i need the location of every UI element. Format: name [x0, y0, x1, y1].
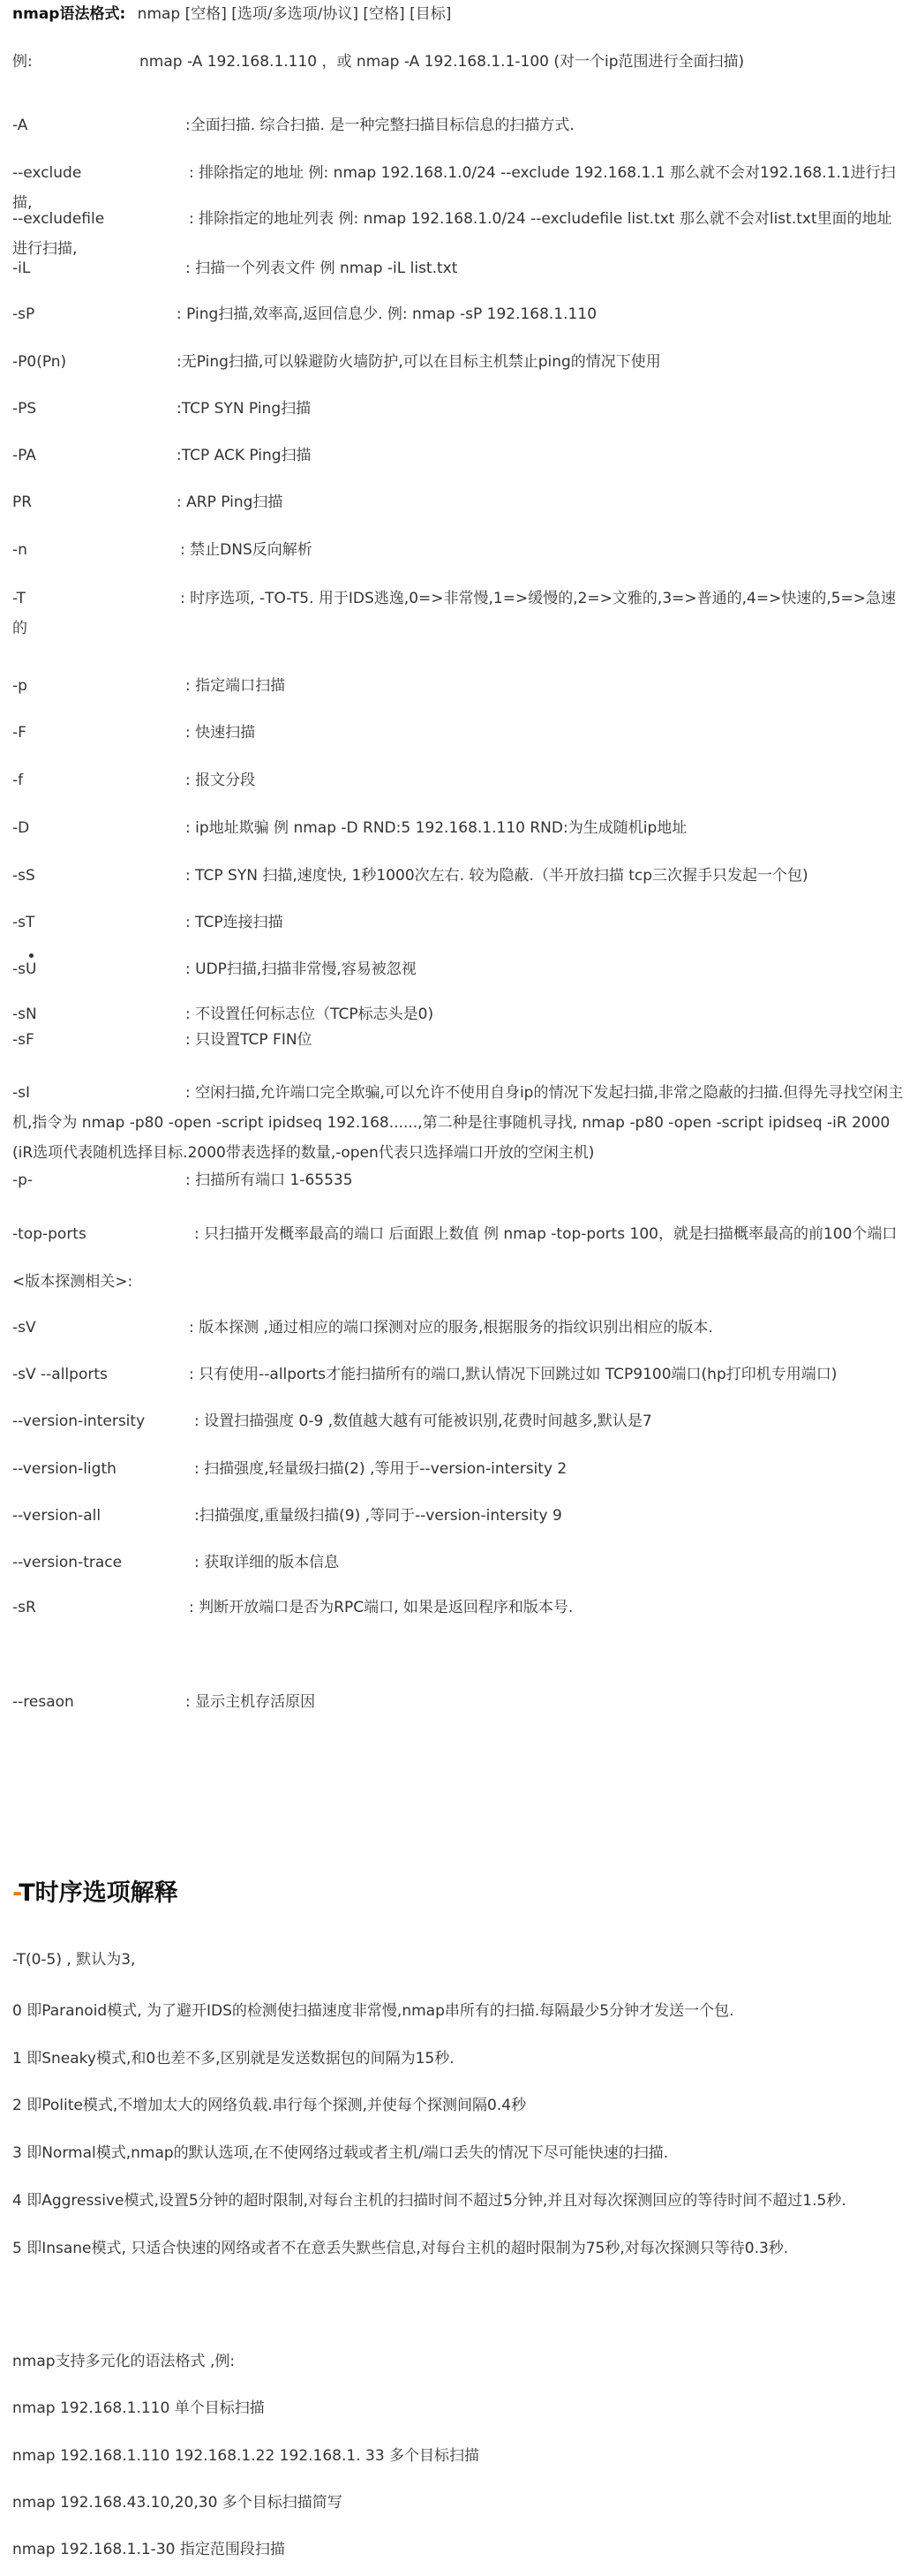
option-row — [12, 1006, 434, 1023]
option-description: : 显示主机存活原因 — [185, 1693, 316, 1711]
timing-line: 4 即Aggressive模式,设置5分钟的超时限制,对每台主机的扫描时间不超过5分钟,并且对每次探测回应的等待时间不超过1.5秒. — [12, 2192, 846, 2210]
option-flag: -sS — [12, 867, 35, 885]
option-flag: -p- — [12, 1171, 34, 1189]
option-flag: -n — [12, 541, 27, 559]
option-row — [12, 1031, 312, 1049]
option-flag: -sR — [12, 1599, 36, 1616]
option-description: : 只扫描开发概率最高的端口 后面跟上数值 例 nmap -top-ports 100，就是扫描概率最高的前100个端口 — [194, 1225, 898, 1243]
option-row — [12, 305, 598, 323]
option-flag: -PA — [12, 447, 36, 464]
option-flag: -f — [12, 772, 24, 789]
option-description: : 判断开放端口是否为RPC端口, 如果是返回程序和版本号. — [189, 1599, 574, 1616]
heading-dash: - — [12, 1879, 19, 1907]
option-row — [12, 1507, 562, 1525]
option-description: : 禁止DNS反向解析 — [180, 541, 312, 559]
option-flag: -A — [12, 117, 28, 134]
timing-line: 5 即Insane模式, 只适合快速的网络或者不在意丢失默些信息,对每台主机的超时限制为75秒,对每次探测只等待0.3秒. — [12, 2240, 789, 2257]
option-row — [12, 447, 312, 464]
option-description: :无Ping扫描,可以躲避防火墙防护,可以在目标主机禁止ping的情况下使用 — [177, 353, 661, 371]
option-row — [12, 772, 256, 789]
option-row — [12, 400, 312, 418]
option-flag: -sN — [12, 1006, 37, 1023]
syntax-format: nmap [空格] [选项/多选项/协议] [空格] [目标] — [137, 5, 452, 23]
option-row — [12, 1693, 316, 1711]
option-description: : 快速扫描 — [185, 724, 256, 742]
option-flag: -sV --allports — [12, 1366, 108, 1383]
option-flag: --version-all — [12, 1507, 101, 1525]
option-flag: -iL — [12, 260, 31, 277]
option-description: : 不设置任何标志位（TCP标志头是0) — [185, 1006, 434, 1023]
option-description: : 指定端口扫描 — [185, 677, 286, 695]
syntax-label: nmap语法格式: — [12, 5, 126, 23]
option-row — [12, 1554, 340, 1571]
option-row — [12, 819, 688, 837]
option-row — [12, 1171, 353, 1189]
option-flag: -sF — [12, 1031, 34, 1049]
option-row — [12, 677, 286, 695]
option-description: : 设置扫描强度 0-9 ,数值越大越有可能被识别,花费时间越多,默认是7 — [194, 1412, 652, 1430]
option-flag: -D — [12, 819, 30, 837]
option-flag: -p — [12, 677, 27, 695]
target-example-line: nmap 192.168.1.1-30 指定范围段扫描 — [12, 2541, 285, 2558]
example-text: nmap -A 192.168.1.110 ，或 nmap -A 192.168.1.1-100 (对一个ip范围进行全面扫描) — [139, 53, 745, 71]
option-description: : 版本探测 ,通过相应的端口探测对应的服务,根据服务的指纹识别出相应的版本. — [189, 1319, 713, 1337]
option-row — [12, 1225, 898, 1243]
option-description: : 排除指定的地址列表 例: nmap 192.168.1.0/24 --excludefile list.txt 那么就不会对list.txt里面的地址进行扫描, — [12, 210, 892, 258]
option-row — [12, 590, 897, 637]
option-row — [12, 1599, 574, 1616]
option-row — [12, 1366, 838, 1383]
option-flag: <版本探测相关>: — [12, 1273, 133, 1291]
timing-line: 0 即Paranoid模式, 为了避开IDS的检测使扫描速度非常慢,nmap串所有的扫描.每隔最少5分钟才发送一个包. — [12, 2002, 734, 2020]
option-row — [12, 867, 808, 885]
target-example-line: nmap支持多元化的语法格式 ,例: — [12, 2353, 236, 2370]
bullet-dot — [29, 953, 34, 958]
option-flag: -sU — [12, 960, 37, 978]
option-flag: -P0(Pn) — [12, 353, 67, 371]
target-example-line: nmap 192.168.1.110 192.168.1.22 192.168.1. 33 多个目标扫描 — [12, 2447, 480, 2465]
option-flag: --version-intersity — [12, 1412, 146, 1430]
timing-line: 2 即Polite模式,不增加太大的网络负载.串行每个探测,并使每个探测间隔0.4秒 — [12, 2097, 527, 2114]
option-description: : TCP连接扫描 — [185, 914, 283, 931]
option-row — [12, 1273, 132, 1291]
option-flag: --version-trace — [12, 1554, 123, 1571]
option-description: : 只设置TCP FIN位 — [185, 1031, 312, 1049]
option-description: : 只有使用--allports才能扫描所有的端口,默认情况下回跳过如 TCP9100端口(hp打印机专用端口) — [189, 1366, 838, 1383]
syntax-line — [12, 5, 451, 23]
option-description: : UDP扫描,扫描非常慢,容易被忽视 — [185, 960, 417, 978]
option-description: :扫描强度,重量级扫描(9) ,等同于--version-intersity 9 — [194, 1507, 562, 1525]
option-flag: --version-ligth — [12, 1460, 117, 1478]
option-row — [12, 353, 661, 371]
option-description: : 扫描所有端口 1-65535 — [185, 1171, 353, 1189]
heading-title: T时序选项解释 — [19, 1879, 178, 1907]
example-line — [12, 53, 745, 71]
option-description: : 空闲扫描,允许端口完全欺骗,可以允许不使用自身ip的情况下发起扫描,非常之隐蔽的扫描.但得先寻找空闲主机,指令为 nmap -p80 -open -script ipidseq 192.168......,第二种是往事随机寻找, nmap -p80 -open -script ipidseq -iR 2000 (iR选项代表随机选择目标.2000带表选择的数量,-open代表只选择端口开放的空闲主机) — [12, 1084, 904, 1162]
timing-line: -T(0-5) , 默认为3, — [12, 1951, 136, 1969]
option-row — [12, 1084, 904, 1162]
option-flag: -sT — [12, 914, 35, 931]
option-flag: -sP — [12, 305, 35, 323]
option-row — [12, 724, 256, 742]
option-flag: -top-ports — [12, 1225, 86, 1243]
option-row — [12, 960, 417, 978]
target-example-line: nmap 192.168.1.110 单个目标扫描 — [12, 2399, 265, 2417]
option-flag: -sV — [12, 1319, 36, 1337]
option-description: : Ping扫描,效率高,返回信息少. 例: nmap -sP 192.168.1.110 — [177, 305, 598, 323]
option-row — [12, 260, 458, 277]
option-row — [12, 914, 283, 931]
option-description: :TCP ACK Ping扫描 — [177, 447, 312, 464]
option-flag: PR — [12, 493, 33, 511]
option-row — [12, 210, 892, 258]
option-row — [12, 117, 575, 134]
option-row — [12, 1319, 713, 1337]
option-description: : 获取详细的版本信息 — [194, 1554, 340, 1571]
option-flag: --resaon — [12, 1693, 74, 1711]
option-flag: -sI — [12, 1084, 31, 1102]
option-flag: -PS — [12, 400, 37, 418]
example-label: 例: — [12, 53, 33, 71]
option-row — [12, 1460, 567, 1478]
timing-line: 3 即Normal模式,nmap的默认选项,在不使网络过载或者主机/端口丢失的情况下尽可能快速的扫描. — [12, 2144, 669, 2162]
option-description: :全面扫描. 综合扫描. 是一种完整扫描目标信息的扫描方式. — [185, 117, 575, 134]
target-example-line: nmap 192.168.43.10,20,30 多个目标扫描简写 — [12, 2494, 342, 2512]
option-description: : TCP SYN 扫描,速度快, 1秒1000次左右. 较为隐蔽.（半开放扫描 tcp三次握手只发起一个包) — [185, 867, 808, 885]
option-description: : 时序选项, -TO-T5. 用于IDS逃逸,0=>非常慢,1=>缓慢的,2=>文雅的,3=>普通的,4=>快速的,5=>急速的 — [12, 590, 897, 637]
option-flag: --exclude — [12, 164, 82, 182]
option-row — [12, 541, 312, 559]
option-description: : ARP Ping扫描 — [177, 493, 283, 511]
option-row — [12, 1412, 652, 1430]
section-heading — [12, 1873, 178, 1908]
option-description: :TCP SYN Ping扫描 — [177, 400, 312, 418]
option-description: : ip地址欺骗 例 nmap -D RND:5 192.168.1.110 RND:为生成随机ip地址 — [185, 819, 688, 837]
option-row — [12, 164, 896, 212]
option-row — [12, 493, 283, 511]
timing-line: 1 即Sneaky模式,和0也差不多,区别就是发送数据包的间隔为15秒. — [12, 2050, 455, 2068]
option-description: : 扫描强度,轻量级扫描(2) ,等用于--version-intersity 2 — [194, 1460, 567, 1478]
option-flag: --excludefile — [12, 210, 105, 228]
option-flag: -F — [12, 724, 26, 742]
option-description: : 排除指定的地址 例: nmap 192.168.1.0/24 --exclude 192.168.1.1 那么就不会对192.168.1.1进行扫描, — [12, 164, 896, 212]
option-flag: -T — [12, 590, 26, 607]
option-description: : 报文分段 — [185, 772, 256, 789]
option-description: : 扫描一个列表文件 例 nmap -iL list.txt — [185, 260, 458, 277]
